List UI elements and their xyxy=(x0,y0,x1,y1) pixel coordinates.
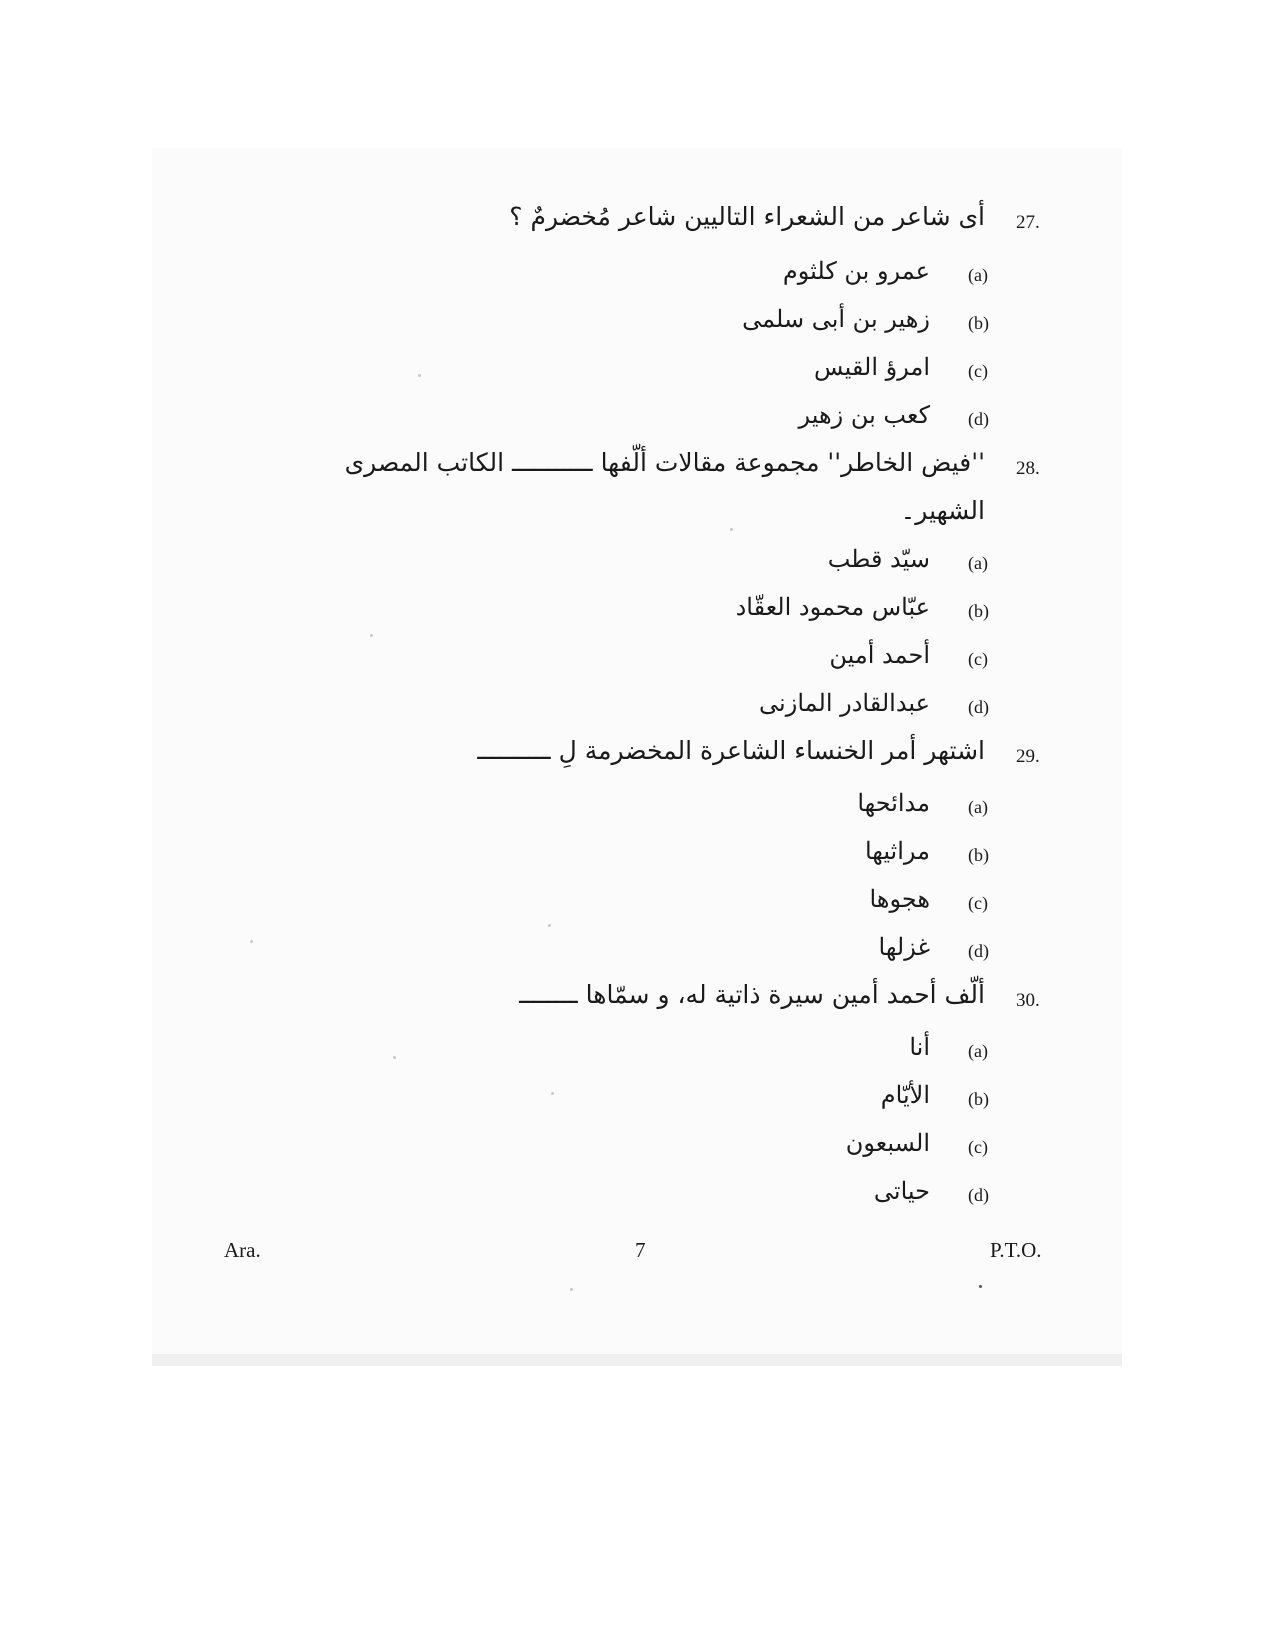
question-29-option-a-text: مدائحها xyxy=(857,789,930,817)
question-30-stem: ألّف أحمد أمين سيرة ذاتية له، و سمّاها ــــــــ xyxy=(519,980,985,1009)
question-30-option-c-letter: (c) xyxy=(968,1137,988,1157)
question-27-number: 27. xyxy=(1016,212,1040,233)
question-28-number: 28. xyxy=(1016,458,1040,479)
question-30-option-a-letter: (a) xyxy=(968,1041,988,1061)
question-28-stem-continuation: الشهير۔ xyxy=(900,496,985,525)
question-28-option-a-text: سيّد قطب xyxy=(827,545,930,573)
question-29-option-d-text: غزلها xyxy=(878,933,930,961)
question-27-option-b-letter: (b) xyxy=(968,313,989,333)
scan-speck xyxy=(570,1288,573,1291)
footer-please-turn-over: P.T.O. xyxy=(990,1238,1042,1262)
scan-speck xyxy=(418,374,421,377)
question-29-option-b-letter: (b) xyxy=(968,845,989,865)
question-30-option-a-text: أنا xyxy=(909,1033,930,1061)
question-29-option-c-letter: (c) xyxy=(968,893,988,913)
footer-page-number: 7 xyxy=(635,1238,646,1262)
question-27-option-d-text: كعب بن زهير xyxy=(798,401,930,429)
question-27-stem: أى شاعر من الشعراء التاليين شاعر مُخضرمٌ ؟ xyxy=(509,202,985,231)
question-27-option-a-text: عمرو بن كلثوم xyxy=(782,257,930,285)
question-28-option-c-text: أحمد أمين xyxy=(829,641,930,669)
question-30-option-d-letter: (d) xyxy=(968,1185,989,1205)
question-27-option-d-letter: (d) xyxy=(968,409,989,429)
question-28-option-a-letter: (a) xyxy=(968,553,988,573)
question-28-option-c-letter: (c) xyxy=(968,649,988,669)
question-27-option-c-text: امرؤ القيس xyxy=(814,353,930,381)
question-28-option-d-text: عبدالقادر المازنى xyxy=(759,689,930,717)
question-28-option-d-letter: (d) xyxy=(968,697,989,717)
question-29-option-c-text: هجوها xyxy=(869,885,930,913)
question-29-option-d-letter: (d) xyxy=(968,941,989,961)
question-28-option-b-letter: (b) xyxy=(968,601,989,621)
question-30-option-b-letter: (b) xyxy=(968,1089,989,1109)
question-29-number: 29. xyxy=(1016,746,1040,767)
scan-speck xyxy=(250,940,253,943)
question-28-option-b-text: عبّاس محمود العقّاد xyxy=(735,593,930,621)
question-30-option-d-text: حياتى xyxy=(873,1177,930,1205)
scan-speck xyxy=(979,1285,982,1288)
question-29-stem: اشتهر أمر الخنساء الشاعرة المخضرمة لِ ــــــــــ xyxy=(477,736,985,765)
question-29-option-b-text: مراثيها xyxy=(864,837,930,865)
scan-speck xyxy=(551,1092,554,1095)
footer-subject-code: Ara. xyxy=(224,1238,261,1262)
scan-speck xyxy=(548,924,551,927)
question-30-number: 30. xyxy=(1016,990,1040,1011)
question-29-option-a-letter: (a) xyxy=(968,797,988,817)
question-27-option-b-text: زهير بن أبى سلمى xyxy=(742,305,930,333)
scan-speck xyxy=(393,1056,396,1059)
scan-speck xyxy=(370,634,373,637)
question-30-option-b-text: الأيّام xyxy=(880,1081,930,1109)
scan-speck xyxy=(730,528,733,531)
question-27-option-c-letter: (c) xyxy=(968,361,988,381)
question-27-option-a-letter: (a) xyxy=(968,265,988,285)
question-30-option-c-text: السبعون xyxy=(845,1129,930,1157)
question-28-stem: ''فيض الخاطر'' مجموعة مقالات ألّفها ـــــــــــ الكاتب المصرى xyxy=(344,448,985,477)
